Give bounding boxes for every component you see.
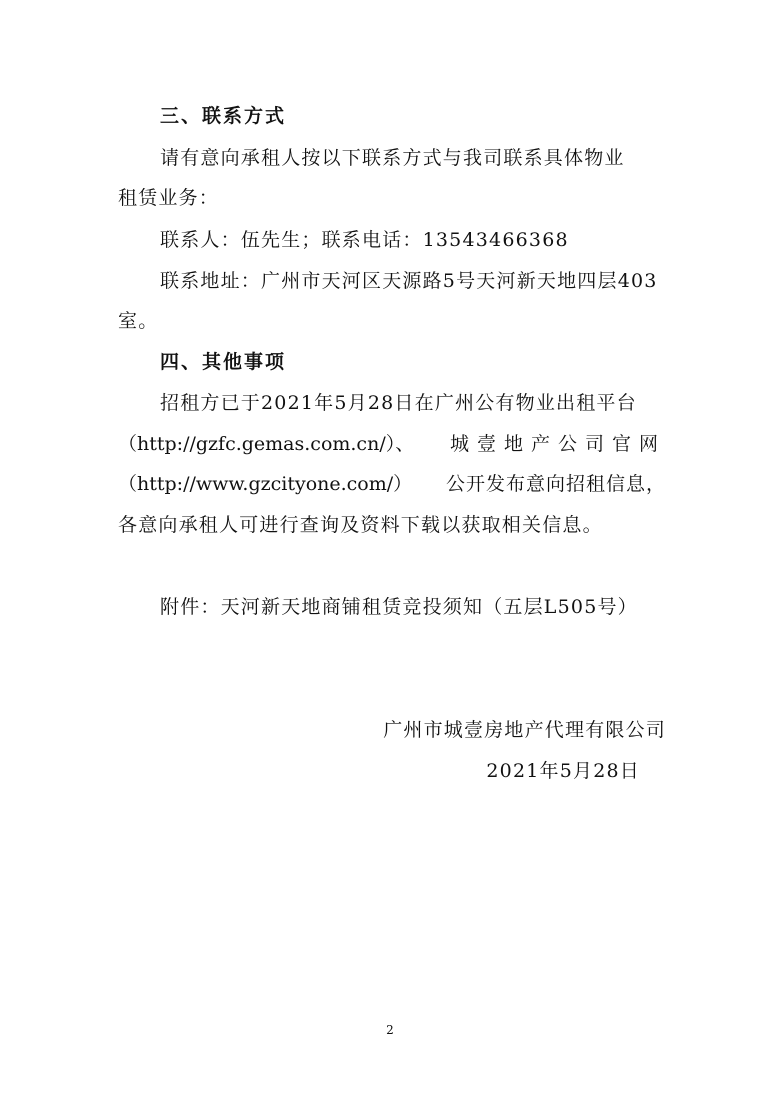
contact-person-phone: 联系人：伍先生；联系电话：13543466368: [160, 229, 569, 251]
contact-address-line-2: 室。: [118, 310, 159, 332]
page-number: 2: [386, 1023, 394, 1037]
company-url-text: （http://www.gzcityone.com/）: [118, 473, 413, 495]
contact-intro-line-2: 租赁业务：: [118, 187, 220, 209]
contact-address-line-1: 联系地址：广州市天河区天源路5号天河新天地四层403: [160, 270, 658, 292]
attachment-note: 附件：天河新天地商铺租赁竞投须知（五层L505号）: [160, 596, 638, 618]
signature-company: 广州市城壹房地产代理有限公司: [383, 719, 666, 741]
contact-intro-line-1: 请有意向承租人按以下联系方式与我司联系具体物业: [160, 147, 625, 169]
publish-info-text: 公开发布意向招租信息，: [445, 473, 666, 495]
section-heading-other: 四、其他事项: [160, 351, 287, 373]
other-line-2: [118, 430, 666, 458]
section-heading-contact: 三、联系方式: [160, 105, 287, 127]
other-line-1: 招租方已于2021年5月28日在广州公有物业出租平台: [160, 392, 637, 414]
signature-date: 2021年5月28日: [486, 760, 640, 782]
other-line-3: [118, 470, 666, 498]
platform-url-text: （http://gzfc.gemas.com.cn/）、: [118, 433, 415, 455]
other-line-4: 各意向承租人可进行查询及资料下载以获取相关信息。: [118, 514, 603, 536]
company-website-label: 城壹地产公司官网: [449, 433, 666, 455]
